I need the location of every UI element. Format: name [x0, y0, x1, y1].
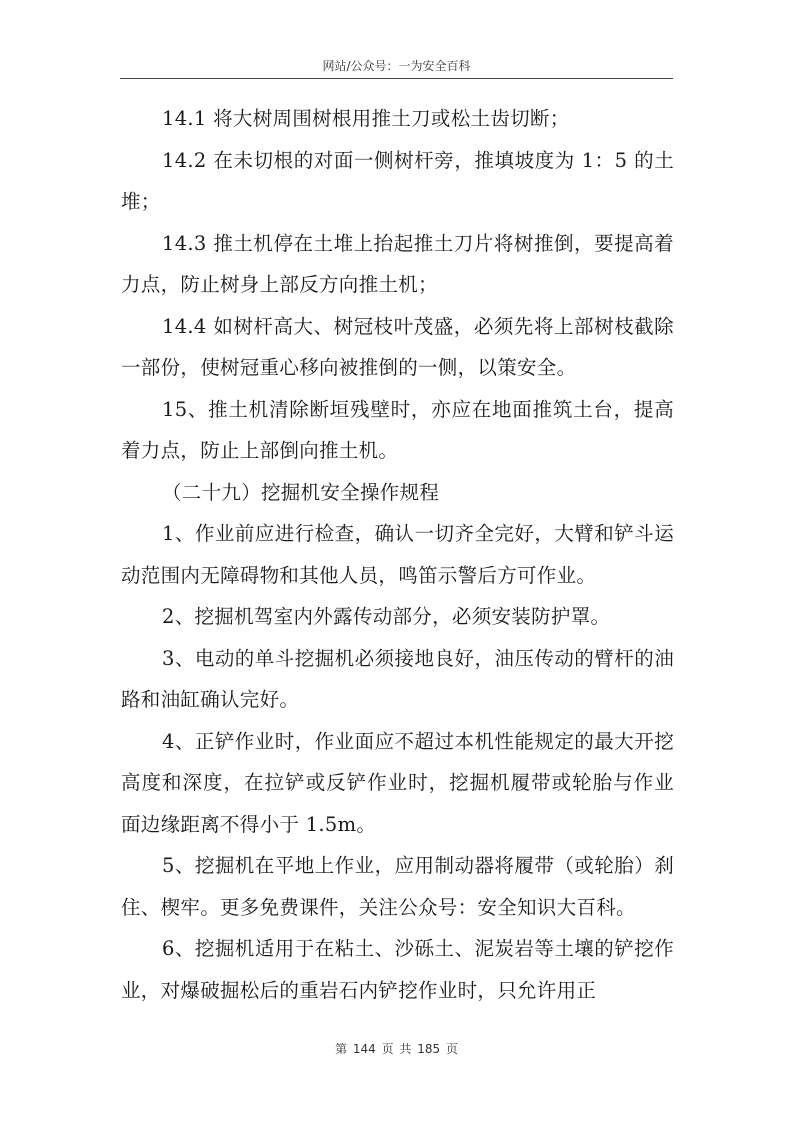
paragraph: 5、挖掘机在平地上作业，应用制动器将履带（或轮胎）刹住、楔牢。更多免费课件，关注公众号：安全知识大百科。 [121, 854, 674, 919]
paragraph: 4、正铲作业时，作业面应不超过本机性能规定的最大开挖高度和深度，在拉铲或反铲作业时，挖掘机履带或轮胎与作业面边缘距离不得小于 1.5m。 [121, 729, 674, 836]
paragraph: 14.1 将大树周围树根用推土刀或松土齿切断； [162, 107, 570, 130]
paragraph: 2、挖掘机驾室内外露传动部分，必须安装防护罩。 [162, 605, 611, 628]
paragraph: 15、推土机清除断垣残壁时，亦应在地面推筑土台，提高着力点，防止上部倒向推土机。 [121, 397, 674, 462]
paragraph: 14.2 在未切根的对面一侧树杆旁，推填坡度为 1：5 的土堆； [121, 148, 674, 213]
section-heading: （二十九）挖掘机安全操作规程 [162, 480, 440, 504]
document-body [121, 98, 674, 1011]
paragraph: 14.4 如树杆高大、树冠枝叶茂盛，必须先将上部树枝截除一部份，使树冠重心移向被推倒的一侧，以策安全。 [121, 314, 674, 379]
page-footer: 第 144 页 共 185 页 [335, 1042, 458, 1056]
paragraph: 6、挖掘机适用于在粘土、沙砾土、泥炭岩等土壤的铲挖作业，对爆破掘松后的重岩石内铲挖作业时，只允许用正 [121, 937, 674, 1002]
paragraph: 1、作业前应进行检查，确认一切齐全完好，大臂和铲斗运动范围内无障碍物和其他人员，鸣笛示警后方可作业。 [121, 522, 674, 587]
paragraph: 14.3 推土机停在土堆上抬起推土刀片将树推倒，要提高着力点，防止树身上部反方向推土机； [121, 231, 674, 296]
paragraph: 3、电动的单斗挖掘机必须接地良好，油压传动的臂杆的油路和油缸确认完好。 [121, 646, 674, 711]
page-header: 网站/公众号：一为安全百科 [120, 56, 673, 79]
